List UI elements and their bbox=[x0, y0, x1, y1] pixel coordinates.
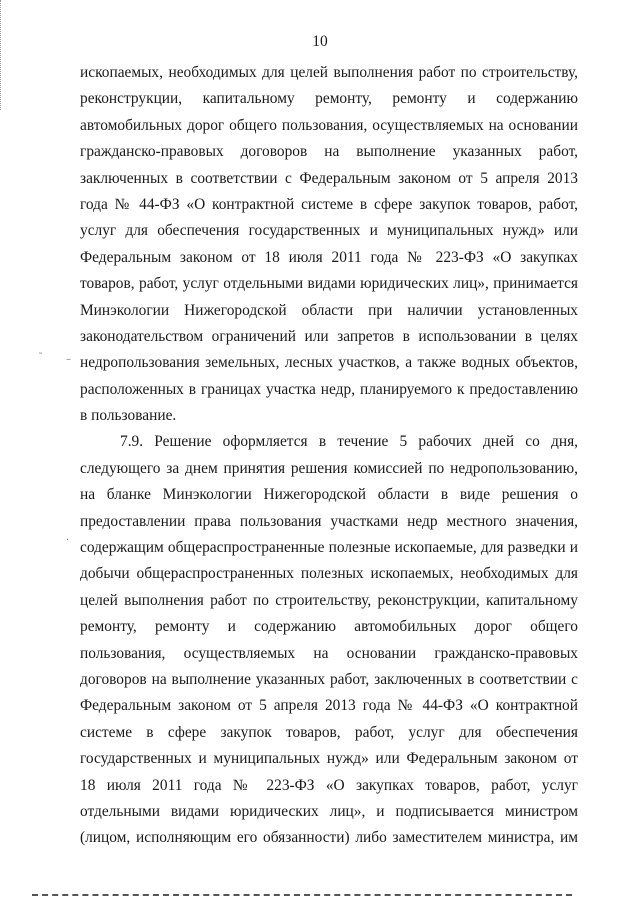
scan-bottom-rule bbox=[32, 894, 572, 896]
text-line: на бланке Минэкологии Нижегородской области в виде решения о bbox=[80, 486, 578, 504]
text-line: автомобильных дорог общего пользования, осуществляемых на основании bbox=[80, 116, 578, 134]
text-line: договоров на выполнение указанных работ, заключенных в соответствии с bbox=[80, 670, 578, 688]
text-line: добычи общераспространенных полезных ископаемых, необходимых для bbox=[80, 565, 578, 583]
text-line: расположенных в границах участка недр, планируемого к предоставлению bbox=[80, 380, 578, 398]
text-line: системе в сфере закупок товаров, работ, услуг для обеспечения bbox=[80, 723, 578, 741]
margin-scan-mark: · bbox=[66, 535, 70, 546]
text-line: государственных и муниципальных нужд» или Федеральным законом от bbox=[80, 750, 578, 768]
text-line: ископаемых, необходимых для целей выполнения работ по строительству, bbox=[80, 64, 578, 81]
text-line: товаров, работ, услуг отдельными видами юридических лиц», принимается bbox=[80, 275, 578, 293]
paragraph-start-line: 7.9. Решение оформляется в течение 5 рабочих дней со дня, bbox=[120, 433, 578, 451]
document-body bbox=[80, 60, 578, 852]
text-line: отдельными видами юридических лиц», и подписывается министром bbox=[80, 802, 578, 820]
text-line: недропользования земельных, лесных участков, а также водных объектов, bbox=[80, 354, 578, 372]
text-line: гражданско-правовых договоров на выполнение указанных работ, bbox=[80, 143, 578, 161]
text-line: предоставлении права пользования участками недр местного значения, bbox=[80, 512, 578, 530]
page-number: 10 bbox=[312, 33, 328, 50]
margin-scan-mark: ˜ bbox=[38, 352, 43, 363]
text-line: (лицом, исполняющим его обязанности) либо заместителем министра, им bbox=[80, 829, 578, 847]
text-line: целей выполнения работ по строительству, реконструкции, капитальному bbox=[80, 591, 578, 609]
text-line: заключенных в соответствии с Федеральным законом от 5 апреля 2013 bbox=[80, 169, 578, 187]
text-line: реконструкции, капитальному ремонту, ремонту и содержанию bbox=[80, 90, 578, 108]
text-line: Минэкологии Нижегородской области при наличии установленных bbox=[80, 301, 578, 319]
text-line: пользования, осуществляемых на основании гражданско-правовых bbox=[80, 644, 578, 662]
text-line: услуг для обеспечения государственных и муниципальных нужд» или bbox=[80, 222, 578, 240]
text-line: содержащим общераспространенные полезные ископаемые, для разведки и bbox=[80, 539, 578, 557]
text-line: ремонту, ремонту и содержанию автомобильных дорог общего bbox=[80, 618, 578, 636]
text-line: 18 июля 2011 года № 223-ФЗ «О закупках товаров, работ, услуг bbox=[80, 776, 578, 794]
scan-edge-mark bbox=[0, 0, 2, 110]
text-line: следующего за днем принятия решения комиссией по недропользованию, bbox=[80, 459, 578, 477]
text-line: года № 44-ФЗ «О контрактной системе в сфере закупок товаров, работ, bbox=[80, 195, 578, 213]
text-line: законодательством ограничений или запретов в использовании в целях bbox=[80, 327, 578, 345]
text-line: Федеральным законом от 18 июля 2011 года № 223-ФЗ «О закупках bbox=[80, 248, 578, 266]
text-line: в пользование. bbox=[80, 407, 177, 425]
text-line: Федеральным законом от 5 апреля 2013 года № 44-ФЗ «О контрактной bbox=[80, 697, 578, 715]
margin-scan-mark: – bbox=[66, 354, 71, 365]
